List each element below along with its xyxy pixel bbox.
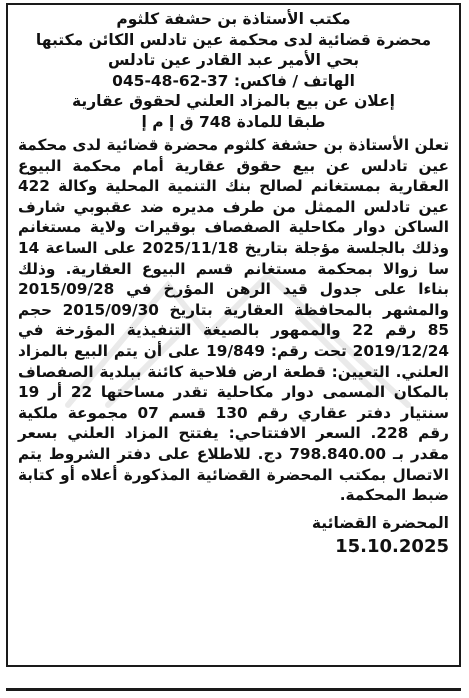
notice-date: 15.10.2025 xyxy=(335,535,449,557)
signature-title: المحضرة القضائية xyxy=(311,513,449,532)
notice-header xyxy=(18,9,449,132)
phone-number: 045-48-62-37 xyxy=(112,71,229,90)
phone-label: الهاتف / فاكس: xyxy=(233,71,355,90)
notice-footer xyxy=(18,512,449,558)
announcement-title: إعلان عن بيع بالمزاد العلني لحقوق عقارية xyxy=(72,92,395,110)
address-line: بحي الأمير عبد القادر عين تادلس xyxy=(107,51,360,69)
phone-line xyxy=(18,71,449,92)
bottom-divider xyxy=(6,688,461,691)
legal-notice xyxy=(6,3,461,667)
notice-body: تعلن الأستاذة بن حشفة كلثوم محضرة قضائية لدى محكمة عين تادلس عن بيع حقوق عقارية أمام محكمة البيوع العقارية بمستغانم لصالح بنك التنمية المحلية وكالة 422 عين تادلس الممثل من طرف مديره ضد عقبوبي شارف الساكن دوار مكاحلية الصفصاف بوقيرات ولاية مستغانم وذلك بالجلسة مؤجلة بتاريخ 2025/11/18 على الساعة 14 سا زوالا بمحكمة مستغانم قسم البيوع العقارية. وذلك بناءا على جدول قيد الرهن المؤرخ في 2015/09/28 والمشهر بالمحافظة العقارية بتاريخ 2015/09/30 حجم 85 رقم 22 والممهور بالصيغة التنفيذية المؤرخة في 2019/12/24 تحت رقم: 19/849 على أن يتم البيع بالمزاد العلني. التعيين: قطعة ارض فلاحية كائنة ببلدية الصفصاف بالمكان المسمى دوار مكاحلية تقدر مساحتها 22 أر 19 سنتيار دفتر عقاري رقم 130 قسم 07 مجموعة ملكية رقم 228. السعر الافتتاحي: يفتتح المزاد العلني بسعر مقدر بـ 798.840.00 دج. للاطلاع على دفتر الشروط يتم الاتصال بمكتب المحضرة القضائية المذكورة أعلاه أو كتابة ضبط المحكمة. xyxy=(18,136,450,505)
office-name: مكتب الأستاذة بن حشفة كلثوم xyxy=(116,10,351,28)
court-line: محضرة قضائية لدى محكمة عين تادلس الكائن مكتبها xyxy=(35,30,432,49)
article-reference: طبقا للمادة 748 ق إ م إ xyxy=(141,112,326,131)
